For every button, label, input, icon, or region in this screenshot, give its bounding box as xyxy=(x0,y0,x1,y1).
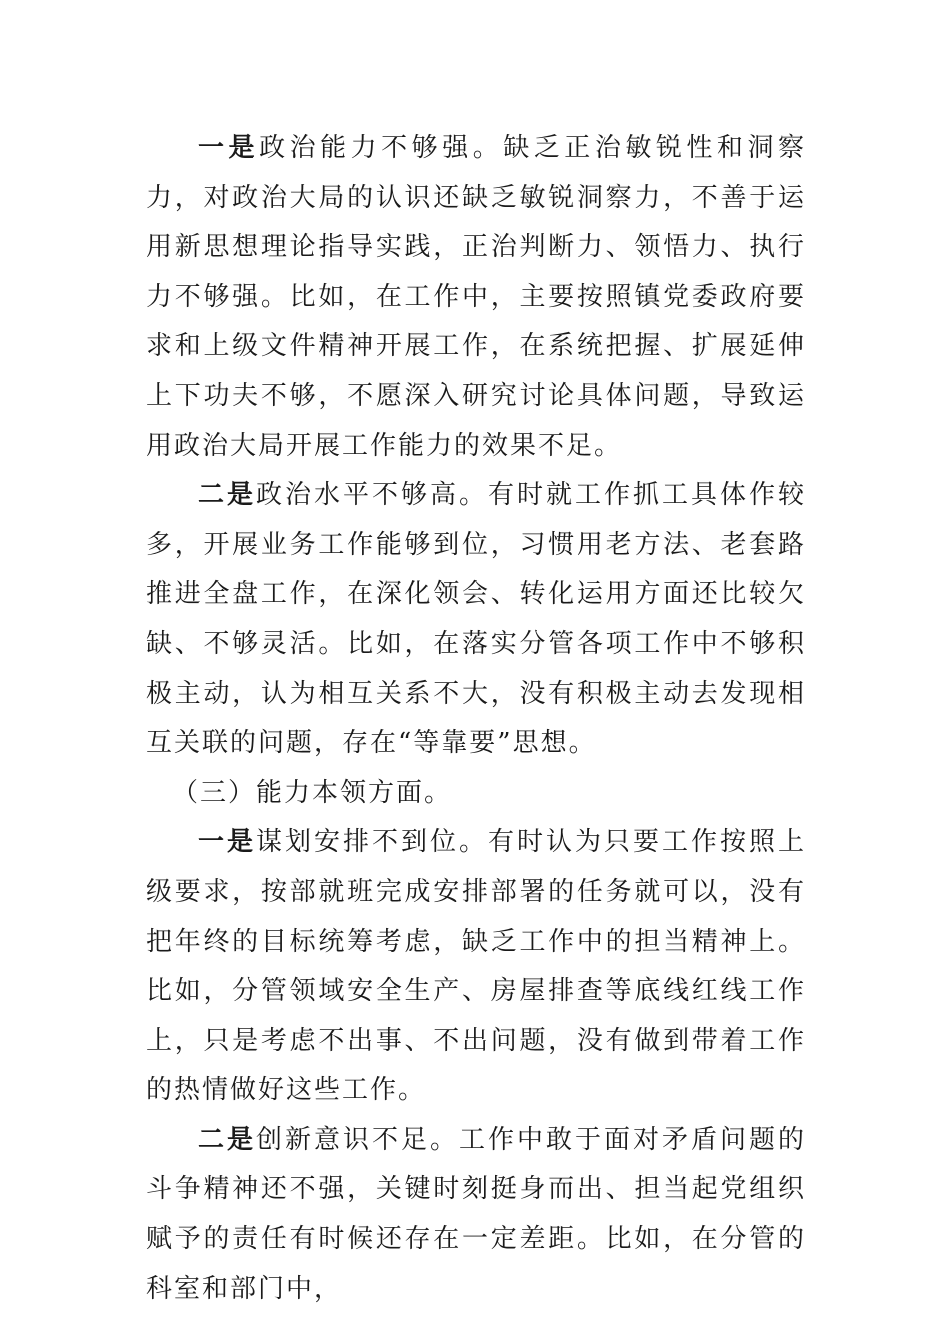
paragraph-lead: 二是 xyxy=(198,1124,256,1155)
paragraph-innovation xyxy=(146,1116,806,1314)
paragraph-political-level xyxy=(146,471,806,769)
paragraph-text: 政治能力不够强。缺乏正治敏锐性和洞察力，对政治大局的认识还缺乏敏锐洞察力，不善于运用新思想理论指导实践，正治判断力、领悟力、执行力不够强。比如，在工作中，主要按照镇党委政府要求和上级文件精神开展工作，在系统把握、扩展延伸上下功夫不够，不愿深入研究讨论具体问题，导致运用政治大局开展工作能力的效果不足。 xyxy=(146,133,806,461)
section-heading: （三）能力本领方面。 xyxy=(172,777,453,808)
paragraph-lead: 一是 xyxy=(198,827,256,858)
paragraph-planning xyxy=(146,818,806,1116)
paragraph-text: 创新意识不足。工作中敢于面对矛盾问题的斗争精神还不强，关键时刻挺身而出、担当起党组织赋予的责任有时候还存在一定差距。比如，在分管的科室和部门中， xyxy=(146,1124,806,1304)
paragraph-political-ability xyxy=(146,124,806,471)
document-page xyxy=(146,124,806,1314)
paragraph-lead: 一是 xyxy=(198,133,260,163)
paragraph-text: 政治水平不够高。有时就工作抓工具体作较多，开展业务工作能够到位，习惯用老方法、老套路推进全盘工作，在深化领会、转化运用方面还比较欠缺、不够灵活。比如，在落实分管各项工作中不够积极主动，认为相互关系不大，没有积极主动去发现相互关联的问题，存在“等靠要”思想。 xyxy=(146,480,806,759)
paragraph-lead: 二是 xyxy=(198,480,256,511)
paragraph-text: 谋划安排不到位。有时认为只要工作按照上级要求，按部就班完成安排部署的任务就可以，没有把年终的目标统筹考虑，缺乏工作中的担当精神上。比如，分管领域安全生产、房屋排查等底线红线工作上，只是考虑不出事、不出问题，没有做到带着工作的热情做好这些工作。 xyxy=(146,827,806,1106)
